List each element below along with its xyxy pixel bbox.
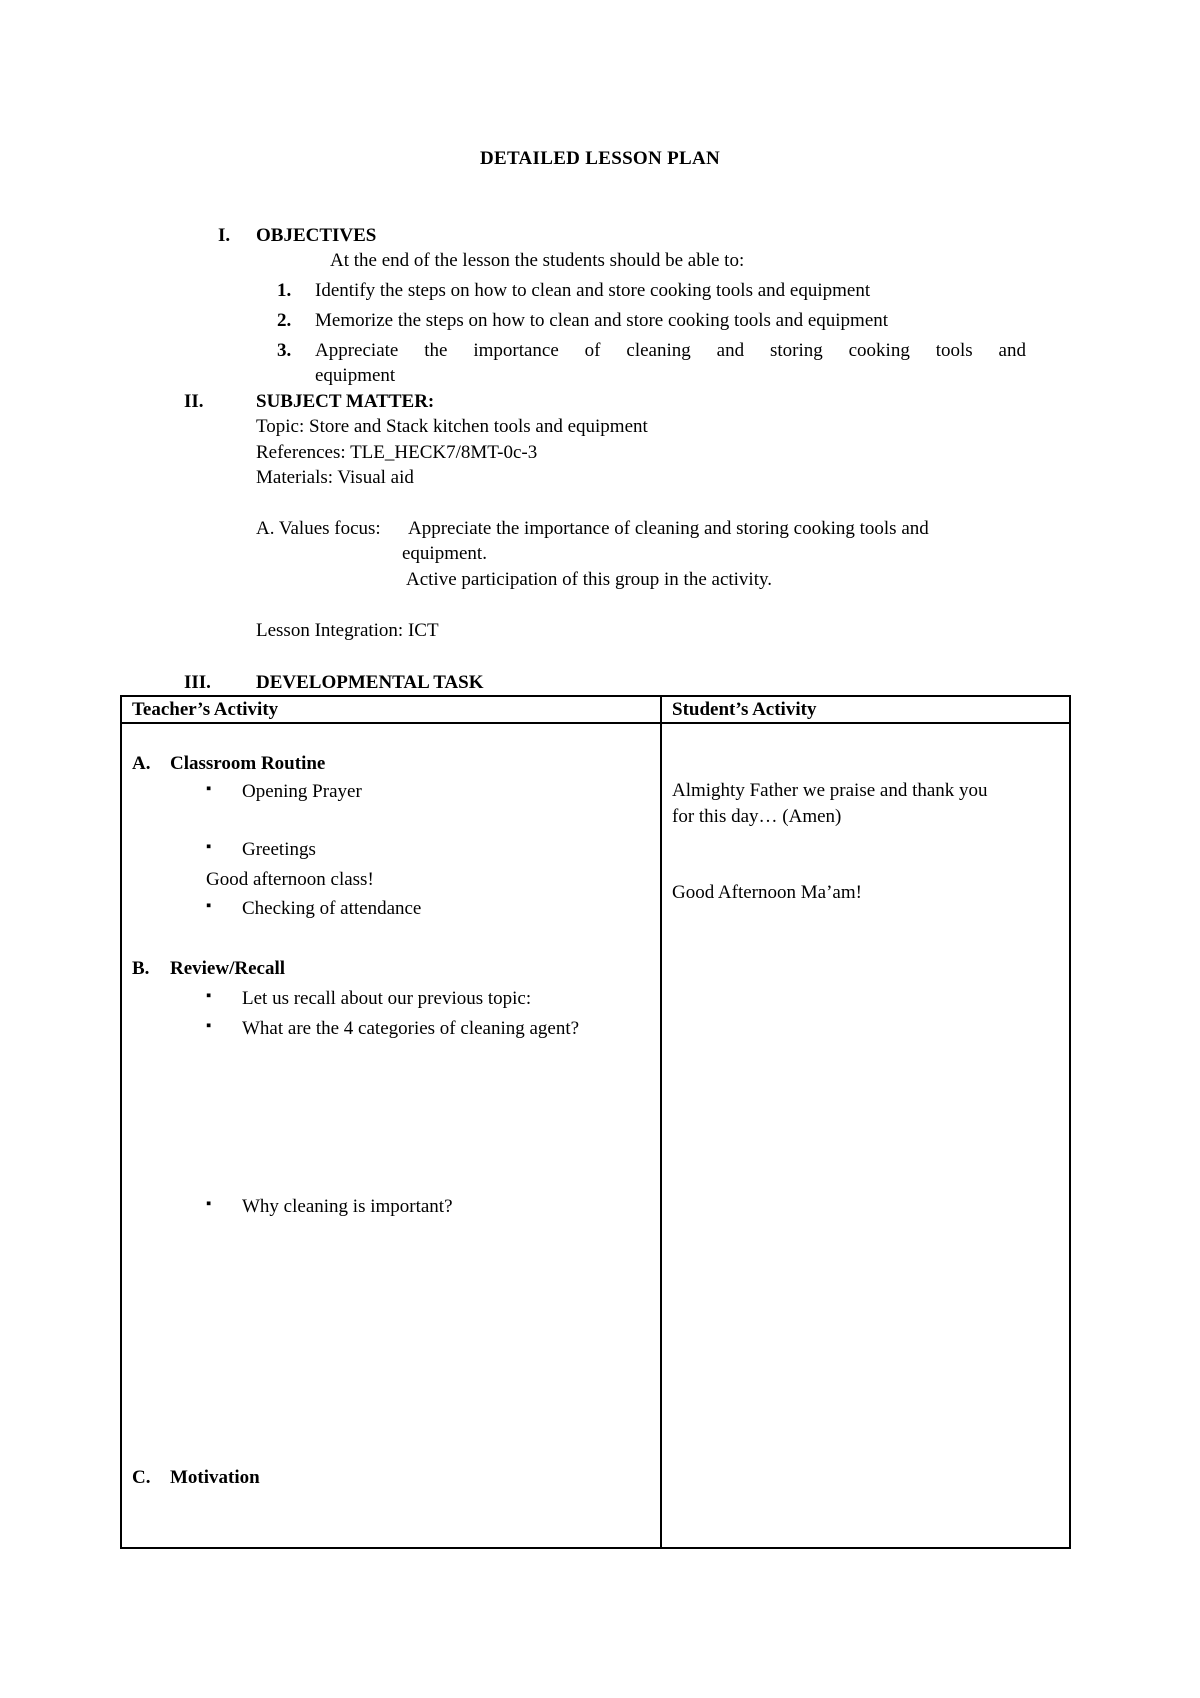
bullet-categories-question: What are the 4 categories of cleaning agent? — [242, 1018, 580, 1039]
bullet-greetings: Greetings — [242, 839, 316, 860]
values-focus-participation: Active participation of this group in the activity. — [406, 569, 773, 590]
section-letter: C. — [132, 1467, 151, 1488]
student-activity-cell — [661, 723, 1070, 1548]
values-focus-text-continued: equipment. — [402, 543, 487, 564]
section-title-classroom-routine: Classroom Routine — [170, 753, 326, 774]
student-activity-header: Student’s Activity — [661, 696, 1070, 723]
bullet-recall: Let us recall about our previous topic: — [242, 988, 532, 1009]
bullet-icon: ▪ — [206, 988, 212, 1004]
bullet-icon: ▪ — [206, 898, 212, 914]
subject-numeral: II. — [184, 391, 204, 412]
objectives-numeral: I. — [218, 225, 231, 246]
objective-number: 2. — [277, 310, 292, 331]
section-letter: B. — [132, 958, 150, 979]
objective-text: Appreciate the importance of cleaning and storing cooking tools and — [315, 340, 1026, 361]
values-focus-label: A. Values focus: — [256, 518, 381, 539]
page-title: DETAILED LESSON PLAN — [479, 148, 721, 169]
objective-number: 3. — [277, 340, 292, 361]
objective-text: Identify the steps on how to clean and store cooking tools and equipment — [315, 280, 871, 301]
bullet-icon: ▪ — [206, 781, 212, 797]
values-focus-text: Appreciate the importance of cleaning and storing cooking tools and — [408, 518, 929, 539]
bullet-icon: ▪ — [206, 1018, 212, 1034]
bullet-icon: ▪ — [206, 1196, 212, 1212]
bullet-opening-prayer: Opening Prayer — [242, 781, 362, 802]
developmental-task-table — [120, 695, 1071, 1549]
section-title-motivation: Motivation — [170, 1467, 260, 1488]
section-letter: A. — [132, 753, 151, 774]
developmental-heading: DEVELOPMENTAL TASK — [256, 672, 484, 693]
objectives-intro: At the end of the lesson the students should be able to: — [330, 250, 745, 271]
bullet-why-cleaning-question: Why cleaning is important? — [242, 1196, 453, 1217]
teacher-activity-cell — [121, 723, 661, 1548]
bullet-attendance: Checking of attendance — [242, 898, 422, 919]
developmental-numeral: III. — [184, 672, 211, 693]
objective-text: Memorize the steps on how to clean and store cooking tools and equipment — [315, 310, 889, 331]
subject-materials: Materials: Visual aid — [256, 467, 414, 488]
student-prayer-response-continued: for this day… (Amen) — [672, 806, 842, 827]
teacher-greeting-text: Good afternoon class! — [206, 869, 374, 890]
objective-text-continued: equipment — [315, 365, 396, 386]
subject-references: References: TLE_HECK7/8MT-0c-3 — [256, 442, 538, 463]
student-prayer-response: Almighty Father we praise and thank you — [672, 780, 988, 801]
subject-heading: SUBJECT MATTER: — [256, 391, 435, 412]
bullet-icon: ▪ — [206, 839, 212, 855]
lesson-integration: Lesson Integration: ICT — [256, 620, 439, 641]
objective-number: 1. — [277, 280, 292, 301]
student-greeting-response: Good Afternoon Ma’am! — [672, 882, 862, 903]
objectives-heading: OBJECTIVES — [256, 225, 377, 246]
subject-topic: Topic: Store and Stack kitchen tools and equipment — [256, 416, 648, 437]
section-title-review-recall: Review/Recall — [170, 958, 286, 979]
teacher-activity-header: Teacher’s Activity — [121, 696, 661, 723]
